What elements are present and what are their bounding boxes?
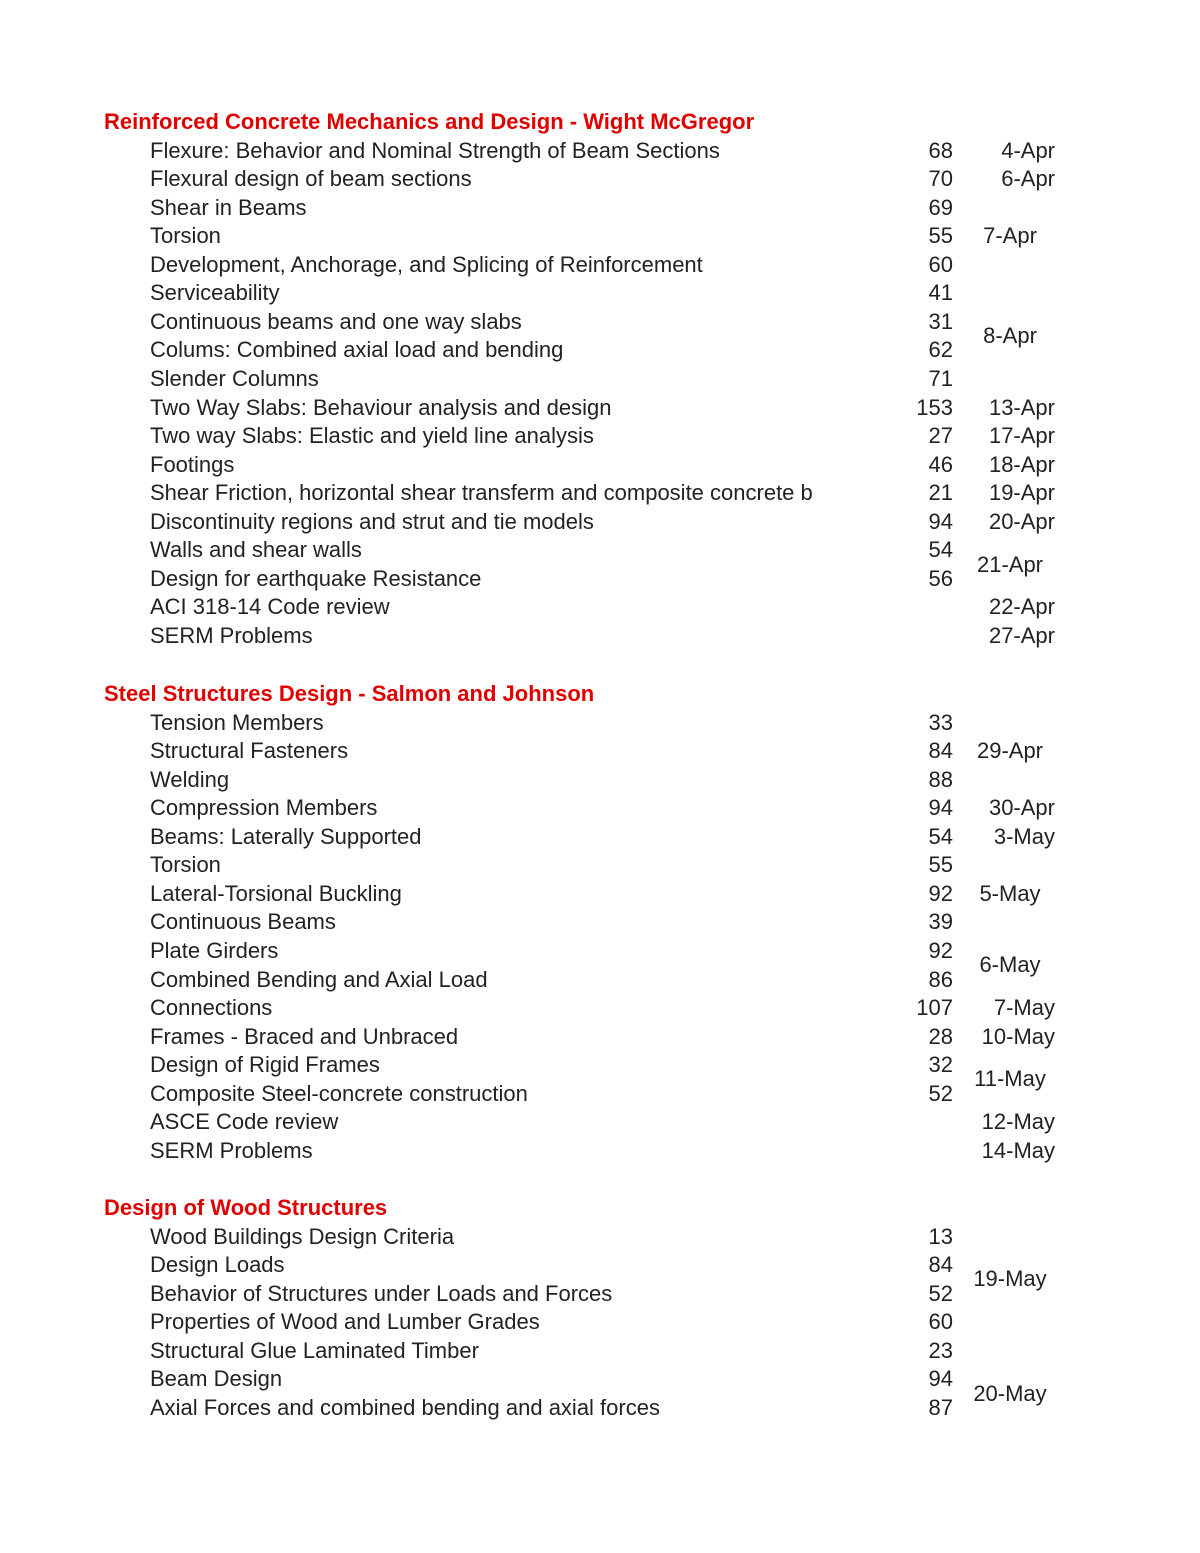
page-count: 55 (928, 223, 953, 249)
schedule-date: 6-May (979, 952, 1041, 978)
schedule-date: 30-Apr (988, 795, 1055, 821)
topic-label: Two way Slabs: Elastic and yield line analysis (150, 423, 594, 449)
topic-label: Composite Steel-concrete construction (150, 1080, 528, 1106)
schedule-date: 18-Apr (988, 451, 1055, 477)
page-count: 107 (916, 995, 953, 1021)
topic-label: Structural Glue Laminated Timber (150, 1337, 479, 1363)
page-count: 33 (928, 709, 953, 735)
topic-label: Discontinuity regions and strut and tie models (150, 508, 594, 534)
schedule-date: 20-May (973, 1380, 1047, 1406)
schedule-date: 10-May (981, 1023, 1055, 1049)
topic-label: Slender Columns (150, 365, 319, 391)
schedule-date: 12-May (981, 1109, 1055, 1135)
schedule-date: 4-Apr (1001, 137, 1055, 163)
topic-label: Colums: Combined axial load and bending (150, 337, 564, 363)
topic-label: Beam Design (150, 1366, 283, 1392)
page-count: 68 (928, 137, 953, 163)
page-count: 46 (928, 451, 953, 477)
schedule-date: 7-May (993, 995, 1055, 1021)
section-heading: Reinforced Concrete Mechanics and Design - Wight McGregor (104, 109, 755, 134)
topic-label: SERM Problems (150, 1137, 313, 1163)
page-count: 27 (928, 423, 953, 449)
schedule-date: 21-Apr (976, 551, 1044, 577)
schedule-date: 8-Apr (983, 323, 1037, 349)
topic-label: Continuous Beams (150, 909, 336, 935)
page-count: 21 (928, 480, 953, 506)
topic-label: Axial Forces and combined bending and axial forces (150, 1394, 660, 1420)
schedule-date: 11-May (974, 1066, 1046, 1092)
topic-label: Combined Bending and Axial Load (150, 966, 488, 992)
topic-label: Continuous beams and one way slabs (150, 308, 522, 334)
topic-label: Compression Members (150, 795, 378, 821)
page-count: 60 (928, 251, 953, 277)
topic-label: SERM Problems (150, 622, 313, 648)
schedule-date: 13-Apr (988, 394, 1055, 420)
topic-label: Torsion (150, 223, 221, 249)
page-count: 92 (928, 880, 953, 906)
page-count: 56 (928, 565, 953, 591)
topic-label: Flexure: Behavior and Nominal Strength of Beam Sections (150, 137, 720, 163)
schedule-date: 3-May (993, 823, 1055, 849)
page-count: 153 (916, 394, 953, 420)
topic-label: Serviceability (150, 280, 280, 306)
topic-label: Shear in Beams (150, 194, 307, 220)
page-count: 52 (928, 1080, 953, 1106)
topic-label: Beams: Laterally Supported (150, 823, 422, 849)
page-count: 54 (928, 537, 953, 563)
topic-label: Lateral-Torsional Buckling (150, 880, 402, 906)
page-count: 28 (928, 1023, 953, 1049)
page-count: 60 (928, 1309, 953, 1335)
topic-label: Torsion (150, 852, 221, 878)
page-count: 23 (928, 1337, 953, 1363)
schedule-date: 17-Apr (988, 423, 1055, 449)
schedule-date: 6-Apr (1001, 166, 1055, 192)
page-count: 84 (928, 738, 953, 764)
schedule-date: 19-May (973, 1266, 1047, 1292)
page-count: 54 (928, 823, 953, 849)
schedule-date: 20-Apr (988, 508, 1055, 534)
topic-label: Properties of Wood and Lumber Grades (150, 1309, 540, 1335)
topic-label: Design Loads (150, 1252, 285, 1278)
topic-label: Frames - Braced and Unbraced (150, 1023, 459, 1049)
topic-label: Connections (150, 995, 273, 1021)
page-count: 52 (928, 1280, 953, 1306)
topic-label: Shear Friction, horizontal shear transferm and composite concrete b (150, 480, 813, 506)
topic-label: Welding (150, 766, 230, 792)
schedule-date: 7-Apr (983, 223, 1037, 249)
topic-label: Structural Fasteners (150, 738, 349, 764)
page-count: 31 (928, 308, 953, 334)
schedule-date: 27-Apr (988, 622, 1055, 648)
page-count: 87 (928, 1394, 953, 1420)
page-count: 32 (928, 1052, 953, 1078)
page-count: 94 (928, 1366, 953, 1392)
page-count: 62 (928, 337, 953, 363)
topic-label: Development, Anchorage, and Splicing of Reinforcement (150, 251, 703, 277)
schedule-date: 22-Apr (988, 594, 1055, 620)
topic-label: ACI 318-14 Code review (150, 594, 390, 620)
page-count: 86 (928, 966, 953, 992)
topic-label: Flexural design of beam sections (150, 166, 472, 192)
page-count: 41 (928, 280, 953, 306)
topic-label: ASCE Code review (150, 1109, 339, 1135)
page-count: 92 (928, 937, 953, 963)
topic-label: Two Way Slabs: Behaviour analysis and design (150, 394, 612, 420)
page-count: 94 (928, 795, 953, 821)
page-count: 94 (928, 508, 953, 534)
page-count: 39 (928, 909, 953, 935)
page-count: 69 (928, 194, 953, 220)
page-count: 55 (928, 852, 953, 878)
topic-label: Footings (150, 451, 235, 477)
page-count: 84 (928, 1252, 953, 1278)
topic-label: Wood Buildings Design Criteria (150, 1223, 455, 1249)
section-heading: Steel Structures Design - Salmon and Johnson (104, 681, 595, 706)
page-count: 70 (928, 166, 953, 192)
topic-label: Walls and shear walls (150, 537, 362, 563)
page-count: 13 (928, 1223, 953, 1249)
page-count: 71 (928, 365, 953, 391)
section-heading: Design of Wood Structures (104, 1195, 388, 1220)
topic-label: Plate Girders (150, 937, 279, 963)
schedule-date: 19-Apr (988, 480, 1055, 506)
schedule-date: 14-May (981, 1137, 1055, 1163)
schedule-date: 5-May (979, 880, 1041, 906)
topic-label: Design for earthquake Resistance (150, 565, 482, 591)
schedule-date: 29-Apr (976, 738, 1044, 764)
topic-label: Design of Rigid Frames (150, 1052, 380, 1078)
page-count: 88 (928, 766, 953, 792)
topic-label: Behavior of Structures under Loads and Forces (150, 1280, 613, 1306)
topic-label: Tension Members (150, 709, 324, 735)
